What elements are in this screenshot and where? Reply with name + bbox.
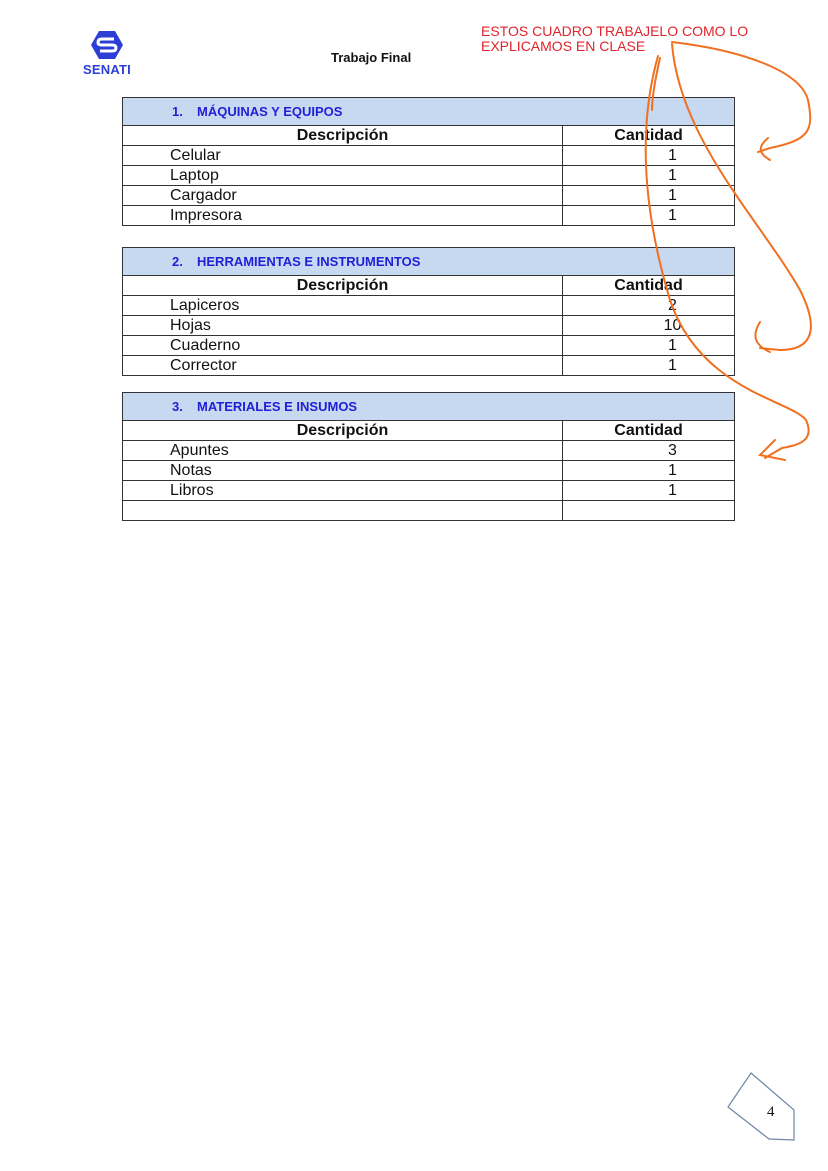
page-number: 4 — [767, 1104, 775, 1120]
items-table — [123, 276, 734, 375]
table-row — [123, 186, 734, 206]
section-title: HERRAMIENTAS E INSTRUMENTOS — [197, 254, 421, 269]
item-quantity: 1 — [563, 186, 735, 206]
column-header-quantity: Cantidad — [614, 127, 683, 144]
item-quantity — [563, 501, 735, 521]
item-description: Cargador — [123, 186, 563, 206]
section-header — [123, 98, 734, 126]
column-header-description: Descripción — [123, 276, 563, 296]
table-row — [123, 336, 734, 356]
item-quantity: 3 — [563, 441, 735, 461]
item-quantity: 1 — [563, 481, 735, 501]
logo-text: SENATI — [83, 62, 131, 77]
items-table — [123, 421, 734, 520]
item-description: Celular — [123, 146, 563, 166]
page-number-pentagon-icon — [726, 1072, 796, 1142]
item-quantity: 1 — [563, 461, 735, 481]
item-quantity: 2 — [563, 296, 735, 316]
item-quantity: 1 — [563, 336, 735, 356]
section-herramientas-instrumentos — [122, 247, 735, 376]
document-title: Trabajo Final — [331, 50, 412, 65]
section-title: MÁQUINAS Y EQUIPOS — [197, 104, 343, 119]
item-description: Notas — [123, 461, 563, 481]
item-description: Laptop — [123, 166, 563, 186]
table-row — [123, 296, 734, 316]
table-row — [123, 206, 734, 226]
section-number: 2. — [172, 254, 183, 269]
section-header — [123, 393, 734, 421]
table-row — [123, 441, 734, 461]
table-header-row — [123, 276, 734, 296]
senati-logo — [80, 30, 134, 77]
item-description: Impresora — [123, 206, 563, 226]
table-row — [123, 146, 734, 166]
item-quantity: 1 — [563, 356, 735, 376]
item-quantity: 1 — [563, 166, 735, 186]
table-row — [123, 356, 734, 376]
table-row — [123, 316, 734, 336]
item-description: Cuaderno — [123, 336, 563, 356]
column-header-quantity: Cantidad — [614, 277, 683, 294]
section-materiales-insumos — [122, 392, 735, 521]
annotation-note — [481, 24, 748, 54]
section-number: 3. — [172, 399, 183, 414]
section-number: 1. — [172, 104, 183, 119]
item-description: Lapiceros — [123, 296, 563, 316]
item-description: Corrector — [123, 356, 563, 376]
table-header-row — [123, 126, 734, 146]
item-quantity: 1 — [563, 146, 735, 166]
annotation-line-1: ESTOS CUADRO TRABAJELO COMO LO — [481, 23, 749, 39]
item-quantity: 10 — [563, 316, 735, 336]
table-row-empty — [123, 501, 734, 521]
item-quantity: 1 — [563, 206, 735, 226]
column-header-quantity: Cantidad — [614, 422, 683, 439]
item-description: Libros — [123, 481, 563, 501]
table-row — [123, 461, 734, 481]
items-table — [123, 126, 734, 225]
section-title: MATERIALES E INSUMOS — [197, 399, 358, 414]
table-row — [123, 481, 734, 501]
senati-hexagon-icon — [90, 30, 124, 60]
annotation-line-2: EXPLICAMOS EN CLASE — [481, 38, 646, 54]
item-description — [123, 501, 563, 521]
table-row — [123, 166, 734, 186]
column-header-description: Descripción — [123, 421, 563, 441]
section-header — [123, 248, 734, 276]
column-header-description: Descripción — [123, 126, 563, 146]
table-header-row — [123, 421, 734, 441]
item-description: Apuntes — [123, 441, 563, 461]
page-number-badge — [726, 1072, 796, 1142]
section-maquinas-equipos — [122, 97, 735, 226]
item-description: Hojas — [123, 316, 563, 336]
